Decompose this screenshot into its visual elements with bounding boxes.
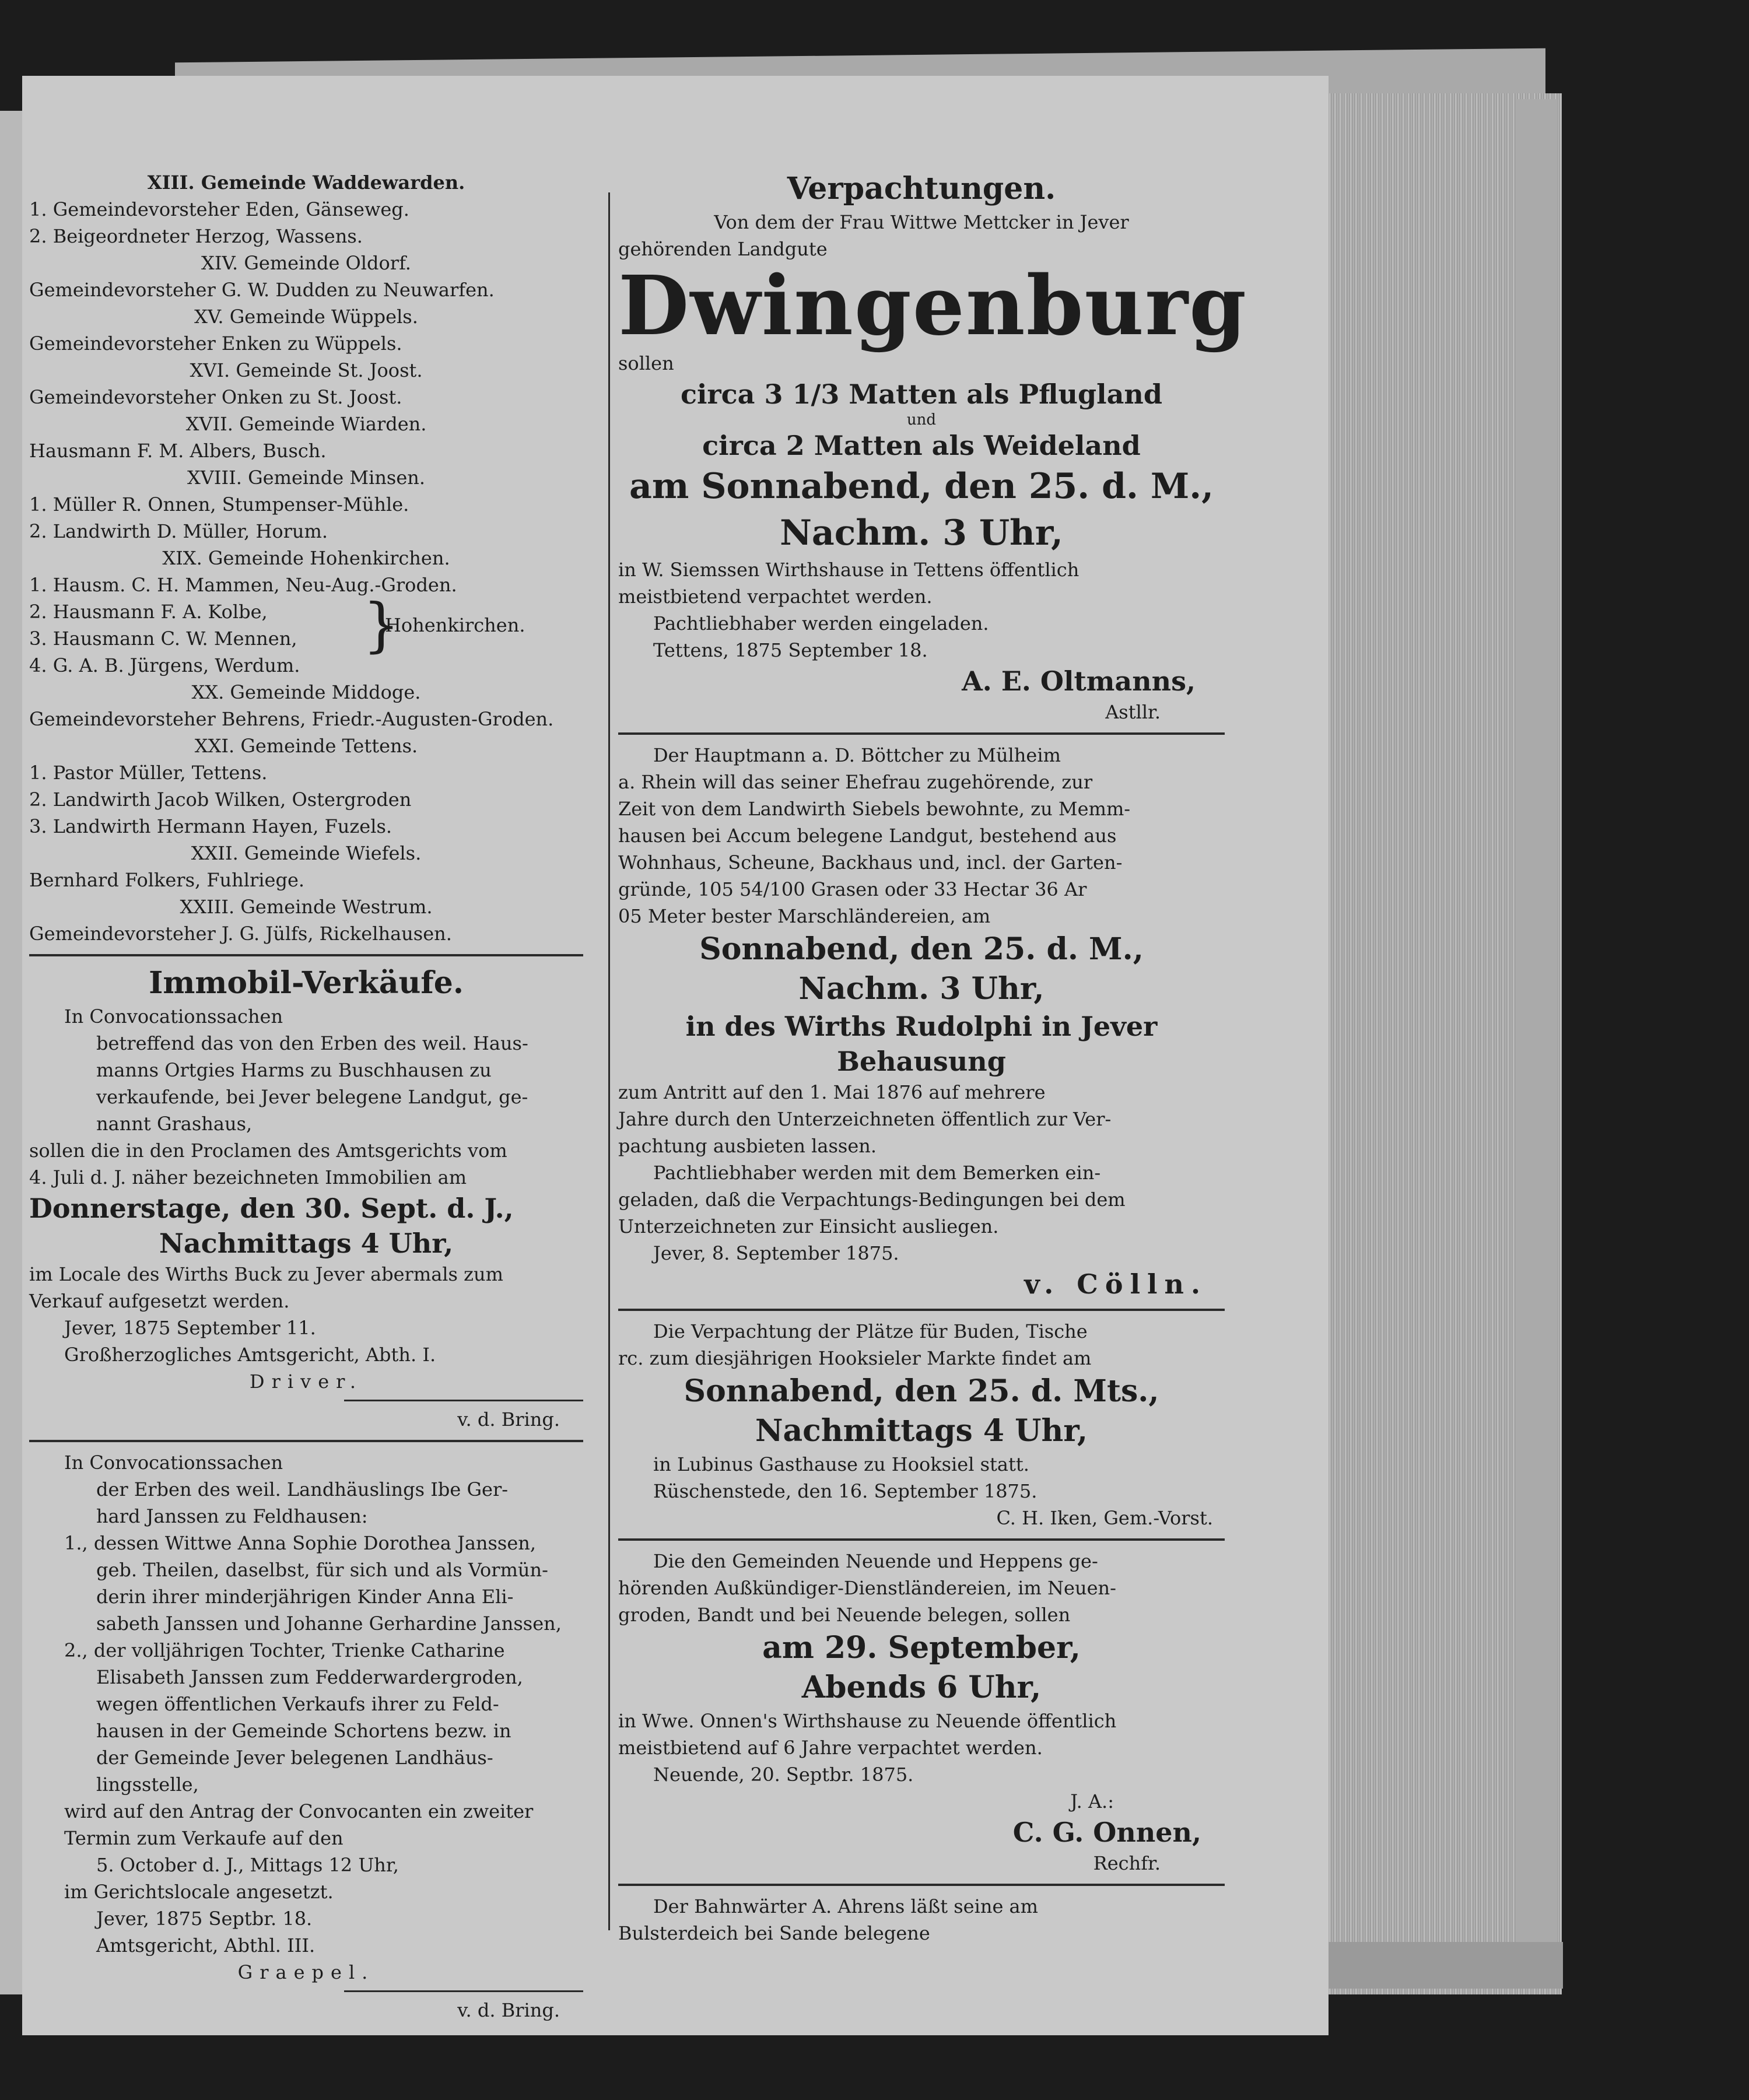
list-line: 2. Landwirth D. Müller, Horum. [29,520,328,542]
ad-neuende [618,1548,1225,1877]
list-line: XV. Gemeinde Wüppels. [194,306,418,328]
list-line: Bernhard Folkers, Fuhlriege. [29,869,305,891]
list-line: XXI. Gemeinde Tettens. [194,735,418,757]
ad-line: 05 Meter bester Marschländereien, am [618,905,991,927]
section-rule [618,732,1225,735]
notice-line: In Convocationssachen [64,1452,283,1474]
notice-line: hausen in der Gemeinde Schortens bezw. in [96,1720,511,1742]
book-cover-edge [1516,99,1557,1954]
ad-line: a. Rhein will das seiner Ehefrau zugehörende, zur [618,771,1093,793]
ad-line: Tettens, 1875 September 18. [653,639,928,661]
ad-line: Pachtliebhaber werden mit dem Bemerken ein- [653,1162,1101,1184]
ad-line: pachtung ausbieten lassen. [618,1135,877,1157]
list-line: 2. Landwirth Jacob Wilken, Ostergroden [29,788,412,811]
ad-line: Neuende, 20. Septbr. 1875. [653,1764,914,1786]
officials-list [29,169,583,947]
signature: v. Cölln. [1024,1268,1207,1300]
list-line: 3. Hausmann C. W. Mennen, [29,627,297,650]
notice-line: 2., der volljährigen Tochter, Trienke Catharine [64,1639,505,1661]
notice-line: verkaufende, bei Jever belegene Landgut, ge- [96,1086,528,1108]
list-line: XIX. Gemeinde Hohenkirchen. [162,547,450,569]
left-page-edge [0,111,22,1994]
notice-line: nannt Grashaus, [96,1113,253,1135]
notice-line: Jever, 1875 September 11. [64,1317,316,1339]
signature: A. E. Oltmanns, [962,665,1196,697]
signature: Graepel. [237,1961,375,1983]
ad-line: in W. Siemssen Wirthshause in Tettens öffentlich [618,559,1079,581]
ad-date: Sonnabend, den 25. d. Mts., [684,1373,1159,1409]
notice-line: 5. October d. J., Mittags 12 Uhr, [96,1854,399,1876]
notice-line: lingsstelle, [96,1773,199,1796]
ad-line: hausen bei Accum belegene Landgut, bestehend aus [618,825,1117,847]
ad-time: Nachm. 3 Uhr, [798,971,1045,1007]
ad-bulsterdeich [618,1893,1225,1947]
list-line: XVI. Gemeinde St. Joost. [190,359,423,381]
list-line: XX. Gemeinde Middoge. [191,681,421,703]
notice-line: im Locale des Wirths Buck zu Jever abermals zum [29,1263,503,1285]
section-heading: Verpachtungen. [787,171,1056,206]
convocation-notice [29,1449,583,2024]
list-line: XVII. Gemeinde Wiarden. [185,413,427,435]
ad-item: circa 3 1/3 Matten als Pflugland [680,378,1163,410]
list-line: 2. Hausmann F. A. Kolbe, [29,601,268,623]
section-heading: Immobil-Verkäufe. [149,965,464,1001]
notice-line: wegen öffentlichen Verkaufs ihrer zu Feld- [96,1693,499,1715]
ad-line: zum Antritt auf den 1. Mai 1876 auf mehrere [618,1081,1046,1103]
notice-line: derin ihrer minderjährigen Kinder Anna Eli- [96,1586,514,1608]
column-divider [608,192,610,1930]
notice-line: betreffend das von den Erben des weil. Haus- [96,1032,528,1054]
ad-line: in Lubinus Gasthause zu Hooksiel statt. [653,1453,1029,1475]
notice-line: im Gerichtslocale angesetzt. [64,1881,334,1903]
brace-label: Hohenkirchen. [385,614,525,636]
ad-line: Der Bahnwärter A. Ahrens läßt seine am [653,1895,1038,1917]
signature-title: Astllr. [1105,701,1161,723]
signature-rule [344,1990,583,1992]
list-line: Gemeindevorsteher Onken zu St. Joost. [29,386,402,408]
list-line: Hausmann F. M. Albers, Busch. [29,440,327,462]
notice-line: der Erben des weil. Landhäuslings Ibe Ger- [96,1478,509,1500]
list-line: XXIII. Gemeinde Westrum. [180,896,433,918]
ad-line: Pachtliebhaber werden eingeladen. [653,612,989,634]
ad-line: groden, Bandt und bei Neuende belegen, sollen [618,1604,1071,1626]
section-rule [29,1440,583,1442]
notice-line: Jever, 1875 Septbr. 18. [96,1908,313,1930]
ad-line: meistbietend verpachtet werden. [618,586,933,608]
ad-line: Bulsterdeich bei Sande belegene [618,1922,930,1944]
notice-line: Großherzogliches Amtsgericht, Abth. I. [64,1344,436,1366]
list-line: 4. G. A. B. Jürgens, Werdum. [29,654,300,676]
brace-group [29,591,583,659]
ad-line: Rüschenstede, den 16. September 1875. [653,1480,1038,1502]
ad-line: Jahre durch den Unterzeichneten öffentlich zur Ver- [618,1108,1112,1130]
signature: Driver. [249,1370,363,1393]
notice-line: sabeth Janssen und Johanne Gerhardine Janssen, [96,1612,562,1635]
ad-line: hörenden Außkündiger-Dienstländereien, im Neuen- [618,1577,1116,1599]
notice-line: 4. Juli d. J. näher bezeichneten Immobilien am [29,1166,467,1189]
book-bottom-edge [1318,1942,1563,1989]
ad-line: und [906,411,937,429]
estate-name: Dwingenburg [618,258,1247,354]
ad-line: gehörenden Landgute [618,238,828,260]
notice-line: Elisabeth Janssen zum Fedderwardergroden, [96,1666,523,1688]
notice-time: Nachmittags 4 Uhr, [159,1228,454,1259]
ad-date: Sonnabend, den 25. d. M., [699,931,1144,967]
ad-line: Der Hauptmann a. D. Böttcher zu Mülheim [653,744,1061,766]
clerk-signature: v. d. Bring. [457,1999,560,2021]
ad-line: Von dem der Frau Wittwe Mettcker in Jever [714,211,1129,233]
notice-line: geb. Theilen, daselbst, für sich und als Vormün- [96,1559,548,1581]
list-line: Gemeindevorsteher J. G. Jülfs, Rickelhausen. [29,923,452,945]
ad-line: gründe, 105 54/100 Grasen oder 33 Hectar 36 Ar [618,878,1087,900]
ad-line: rc. zum diesjährigen Hooksieler Markte findet am [618,1347,1092,1369]
notice-line: hard Janssen zu Feldhausen: [96,1505,368,1527]
ad-memmhausen [618,742,1225,1302]
list-line: Gemeindevorsteher Enken zu Wüppels. [29,332,402,355]
ad-line: Zeit von dem Landwirth Siebels bewohnte, zu Memm- [618,798,1131,820]
ad-line: in Wwe. Onnen's Wirthshause zu Neuende öffentlich [618,1710,1117,1732]
section-rule [618,1538,1225,1541]
list-line: XIV. Gemeinde Oldorf. [201,252,411,274]
ad-time: Nachm. 3 Uhr, [780,513,1063,553]
section-rule [618,1884,1225,1886]
left-column [29,169,583,2024]
list-line: 1. Hausm. C. H. Mammen, Neu-Aug.-Groden. [29,574,457,596]
ad-line: Unterzeichneten zur Einsicht ausliegen. [618,1215,999,1237]
notice-line: In Convocationssachen [64,1005,283,1028]
notice-line: Verkauf aufgesetzt werden. [29,1290,290,1312]
ad-item: circa 2 Matten als Weideland [702,430,1141,461]
ad-line: Die den Gemeinden Neuende und Heppens ge- [653,1550,1098,1572]
list-line: Gemeindevorsteher G. W. Dudden zu Neuwarfen. [29,279,495,301]
notice-line: sollen die in den Proclamen des Amtsgerichts vom [29,1140,507,1162]
notice-date: Donnerstage, den 30. Sept. d. J., [29,1193,514,1224]
notice-line: 1., dessen Wittwe Anna Sophie Dorothea Janssen, [64,1532,537,1554]
signature-prefix: J. A.: [1070,1790,1114,1812]
ad-time: Nachmittags 4 Uhr, [755,1413,1088,1449]
signature-rule [344,1400,583,1401]
list-line: 2. Beigeordneter Herzog, Wassens. [29,225,363,247]
list-line: XIII. Gemeinde Waddewarden. [147,171,465,194]
ad-place: in des Wirths Rudolphi in Jever [685,1011,1158,1042]
ad-dwingenburg [618,169,1247,725]
list-line: Gemeindevorsteher Behrens, Friedr.-Augusten-Groden. [29,708,554,730]
brace-glyph: } [363,591,400,659]
notice-line: der Gemeinde Jever belegenen Landhäus- [96,1747,493,1769]
list-line: 3. Landwirth Hermann Hayen, Fuzels. [29,815,392,837]
ad-place: Behausung [837,1046,1006,1077]
notice-line: Amtsgericht, Abthl. III. [96,1934,316,1957]
list-line: 1. Pastor Müller, Tettens. [29,762,268,784]
ad-time: Abends 6 Uhr, [801,1670,1042,1705]
ad-line: meistbietend auf 6 Jahre verpachtet werden. [618,1737,1043,1759]
notice-line: Termin zum Verkaufe auf den [64,1827,344,1849]
ad-line: Die Verpachtung der Plätze für Buden, Tische [653,1320,1088,1342]
list-line: XVIII. Gemeinde Minsen. [187,467,426,489]
ad-line: Wohnhaus, Scheune, Backhaus und, incl. der Garten- [618,851,1123,874]
right-column [618,169,1247,1947]
section-rule [29,954,583,956]
section-rule [618,1309,1225,1311]
list-line: XXII. Gemeinde Wiefels. [191,842,422,864]
ad-line: geladen, daß die Verpachtungs-Bedingungen bei dem [618,1189,1126,1211]
list-line: 1. Müller R. Onnen, Stumpenser-Mühle. [29,493,409,516]
notice-line: wird auf den Antrag der Convocanten ein zweiter [64,1800,534,1822]
ad-date: am 29. September, [762,1630,1081,1666]
signature: C. G. Onnen, [1012,1817,1201,1848]
signature: C. H. Iken, Gem.-Vorst. [996,1507,1213,1529]
signature-title: Rechfr. [1093,1852,1161,1874]
list-line: 1. Gemeindevorsteher Eden, Gänseweg. [29,198,409,220]
ad-date: am Sonnabend, den 25. d. M., [629,466,1214,507]
ad-line: sollen [618,352,674,374]
ad-hooksiel [618,1318,1225,1531]
immobil-notice [29,963,583,1433]
ad-line: Jever, 8. September 1875. [653,1242,899,1264]
clerk-signature: v. d. Bring. [457,1408,560,1431]
notice-line: manns Ortgies Harms zu Buschhausen zu [96,1059,492,1081]
